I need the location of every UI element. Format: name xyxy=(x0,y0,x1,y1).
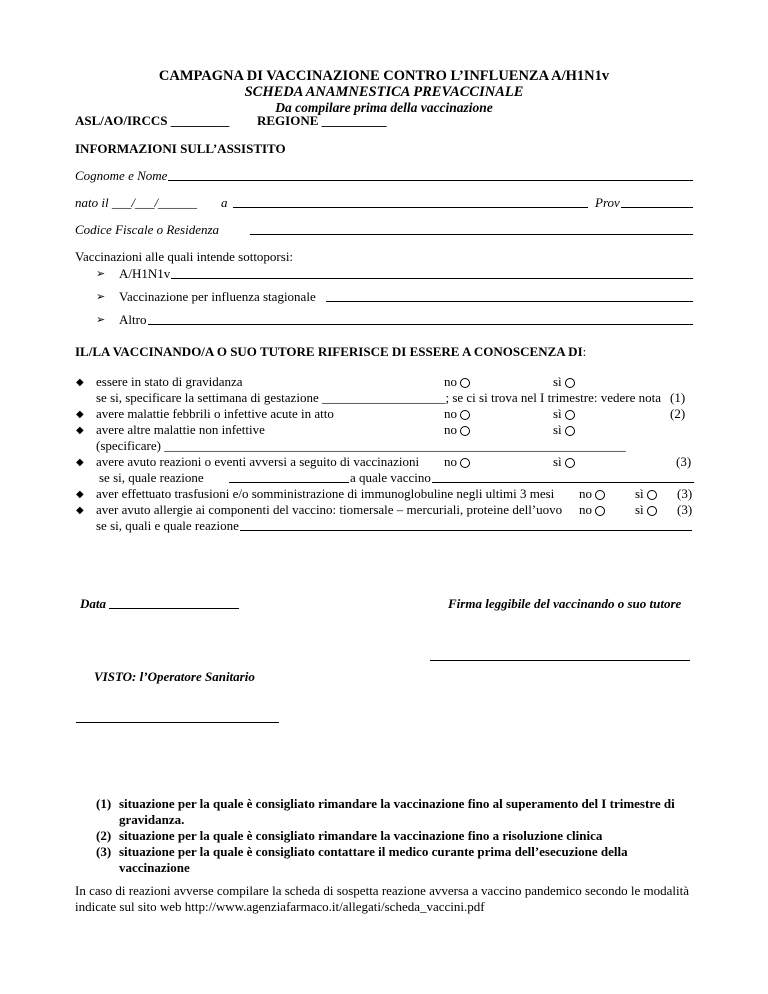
note-ref-2: (2) xyxy=(670,406,686,421)
vaccino-h1n1-line[interactable] xyxy=(171,278,693,279)
prov-input-line[interactable] xyxy=(621,207,693,208)
firma-label: Firma leggibile del vaccinando o suo tutore xyxy=(448,596,682,611)
vaccino-item-altro: Altro xyxy=(119,312,147,327)
altre-no-option: no xyxy=(444,422,470,438)
trasfusioni-si-option: sì xyxy=(635,486,657,502)
vaccino-altro-line[interactable] xyxy=(148,324,693,325)
trasfusioni-no-radio[interactable] xyxy=(595,490,605,500)
allergie-si-radio[interactable] xyxy=(647,506,657,516)
altre-no-radio[interactable] xyxy=(460,426,470,436)
diamond-bullet-icon: ◆ xyxy=(76,377,84,388)
footnote-1-text-cont: gravidanza. xyxy=(119,812,185,827)
cognome-label: Cognome e Nome xyxy=(75,168,168,183)
quali-reazione-input-line[interactable] xyxy=(240,530,692,531)
gravidanza-si-option: sì xyxy=(553,374,575,390)
a-quale-vaccino-label: a quale vaccino xyxy=(350,470,431,485)
arrow-bullet-icon: ➢ xyxy=(96,268,106,280)
item-settimana-gestazione: se si, specificare la settimana di gestazione ___________________; se ci si trova nel I trimestre: vedere nota xyxy=(96,390,661,405)
vaccinazioni-label: Vaccinazioni alle quali intende sottoporsi: xyxy=(75,249,294,264)
arrow-bullet-icon: ➢ xyxy=(96,291,106,303)
febbrili-no-radio[interactable] xyxy=(460,410,470,420)
vaccino-item-h1n1: A/H1N1v xyxy=(119,266,171,281)
regione-field-label: REGIONE __________ xyxy=(257,113,387,128)
item-malattie-febbrili: avere malattie febbrili o infettive acute in atto xyxy=(96,406,334,421)
item-specificare: (specificare) _______________________________________________________________________ xyxy=(96,438,626,453)
vaccino-item-stagionale: Vaccinazione per influenza stagionale xyxy=(119,289,316,304)
firma-input-line[interactable] xyxy=(430,660,690,661)
visto-operatore-label: VISTO: l’Operatore Sanitario xyxy=(94,669,255,684)
cognome-input-line[interactable] xyxy=(168,180,693,181)
item-gravidanza: essere in stato di gravidanza xyxy=(96,374,243,389)
allergie-si-option: sì xyxy=(635,502,657,518)
prov-label: Prov xyxy=(595,195,620,210)
diamond-bullet-icon: ◆ xyxy=(76,457,84,468)
quale-reazione-label: se si, quale reazione xyxy=(99,470,204,485)
diamond-bullet-icon: ◆ xyxy=(76,505,84,516)
data-input-line[interactable] xyxy=(109,608,239,609)
footnote-2-text: situazione per la quale è consigliato rimandare la vaccinazione fino a risoluzione clinica xyxy=(119,828,603,843)
form-title: CAMPAGNA DI VACCINAZIONE CONTRO L’INFLUENZA A/H1N1v xyxy=(158,68,610,84)
note-ref-1: (1) xyxy=(670,390,686,405)
asl-field-label: ASL/AO/IRCCS _________ xyxy=(75,113,230,128)
allergie-no-radio[interactable] xyxy=(595,506,605,516)
diamond-bullet-icon: ◆ xyxy=(76,489,84,500)
note-ref-3c: (3) xyxy=(677,502,693,517)
footnote-3-number: (3) xyxy=(96,844,112,859)
footnote-2-number: (2) xyxy=(96,828,112,843)
footnote-3-text-cont: vaccinazione xyxy=(119,860,190,875)
form-note: Da compilare prima della vaccinazione xyxy=(275,100,493,115)
item-trasfusioni: aver effettuato trasfusioni e/o somministrazione di immunoglobuline negli ultimi 3 mesi xyxy=(96,486,555,501)
nato-il-label: nato il ___/___/______ xyxy=(75,195,198,210)
item-altre-malattie: avere altre malattie non infettive xyxy=(96,422,265,437)
trasfusioni-si-radio[interactable] xyxy=(647,490,657,500)
section-conoscenza-title: IL/LA VACCINANDO/A O SUO TUTORE RIFERISCE DI ESSERE A CONOSCENZA DI: xyxy=(75,344,587,359)
febbrili-si-option: sì xyxy=(553,406,575,422)
febbrili-no-option: no xyxy=(444,406,470,422)
altre-si-radio[interactable] xyxy=(565,426,575,436)
footnote-1-number: (1) xyxy=(96,796,112,811)
footnote-3-text: situazione per la quale è consigliato contattare il medico curante prima dell’esecuzione della xyxy=(119,844,628,859)
item-allergie: aver avuto allergie ai componenti del vaccino: tiomersale – mercuriali, proteine dell’uovo xyxy=(96,502,563,517)
quali-reazione-label: se si, quali e quale reazione xyxy=(96,518,239,533)
altre-si-option: sì xyxy=(553,422,575,438)
allergie-no-option: no xyxy=(579,502,605,518)
data-label: Data xyxy=(80,596,106,611)
trasfusioni-no-option: no xyxy=(579,486,605,502)
reazioni-no-option: no xyxy=(444,454,470,470)
gravidanza-no-option: no xyxy=(444,374,470,390)
quale-reazione-input-line[interactable] xyxy=(229,482,349,483)
operatore-signature-line[interactable] xyxy=(76,722,279,723)
reazioni-si-radio[interactable] xyxy=(565,458,575,468)
arrow-bullet-icon: ➢ xyxy=(96,314,106,326)
note-ref-3b: (3) xyxy=(677,486,693,501)
a-quale-vaccino-input-line[interactable] xyxy=(432,482,694,483)
diamond-bullet-icon: ◆ xyxy=(76,409,84,420)
footer-text-line-2: indicate sul sito web http://www.agenziafarmaco.it/allegati/scheda_vaccini.pdf xyxy=(75,899,485,914)
diamond-bullet-icon: ◆ xyxy=(76,425,84,436)
gravidanza-no-radio[interactable] xyxy=(460,378,470,388)
note-ref-3a: (3) xyxy=(676,454,692,469)
reazioni-no-radio[interactable] xyxy=(460,458,470,468)
section-info-title: INFORMAZIONI SULL’ASSISTITO xyxy=(75,141,286,156)
luogo-input-line[interactable] xyxy=(233,207,588,208)
reazioni-si-option: sì xyxy=(553,454,575,470)
form-subtitle: SCHEDA ANAMNESTICA PREVACCINALE xyxy=(244,84,524,100)
luogo-label: a xyxy=(221,195,228,210)
footnote-1-text: situazione per la quale è consigliato rimandare la vaccinazione fino al superamento del I trimestre di xyxy=(119,796,675,811)
gravidanza-si-radio[interactable] xyxy=(565,378,575,388)
codice-fiscale-input-line[interactable] xyxy=(250,234,693,235)
vaccino-stagionale-line[interactable] xyxy=(326,301,693,302)
footer-text-line-1: In caso di reazioni avverse compilare la scheda di sospetta reazione avversa a vaccino pandemico secondo le modalità xyxy=(75,883,689,898)
codice-fiscale-label: Codice Fiscale o Residenza xyxy=(75,222,220,237)
item-reazioni-avverse: avere avuto reazioni o eventi avversi a seguito di vaccinazioni xyxy=(96,454,420,469)
febbrili-si-radio[interactable] xyxy=(565,410,575,420)
